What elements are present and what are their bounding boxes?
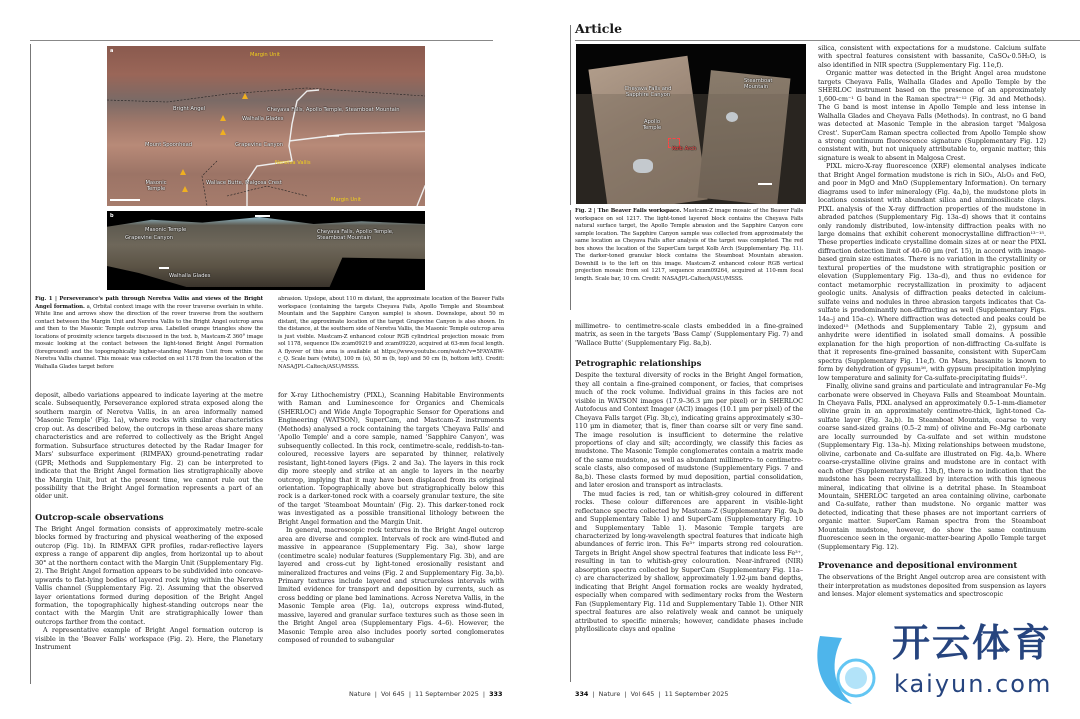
- right-footer: 334 | Nature | Vol 645 | 11 September 2025: [575, 690, 729, 698]
- margin-rule: [570, 320, 571, 682]
- footer-page-number: 334: [575, 690, 589, 698]
- figure-2-caption: [575, 208, 803, 308]
- section-heading-petrographic: Petrographic relationships: [575, 359, 702, 370]
- footer-journal: Nature: [598, 690, 621, 698]
- label-cheyava-sapphire: Cheyava Falls and Sapphire Canyon: [624, 86, 672, 98]
- label-wallace: Wallace Butte, Malgosa Crest: [206, 180, 282, 186]
- footer-page-number: 333: [489, 690, 503, 698]
- scale-bar: [758, 183, 772, 185]
- target-triangle: [180, 169, 186, 175]
- figure-2-caption-title: Fig. 2 | The Beaver Falls workspace.: [575, 208, 682, 214]
- paragraph: A representative example of Bright Angel formation outcrop is visible in the 'Beaver Falls' workspace (Fig. 2). Here, the Planetary Instrument: [35, 626, 263, 652]
- paragraph: Finally, olivine sand grains and particulate and intragranular Fe–Mg carbonate were observed in Cheyava Falls and Steamboat Mountain. In Cheyava Falls, PIXL analysed an approximately 0.5–1-mm-diameter olivine grain in an approximately centimetre-thick, light-toned Ca-sulfate layer (Fig. 3a,b). In Steamboat Mountain, coarse to very coarse sand-sized grains (0.5–2 mm) of olivine and Fe–Mg carbonate are locally surrounded by Ca-sulfate and set within mudstone (Supplementary Fig. 13a–h). Mixing relationships between mudstone, olivine, carbonate and Ca-sulfate are illustrated on Fig. 4a,b. Where coarse-crystalline olivine grains and mudstone are in contact with each other (Supplementary Fig. 13b,f), there is no indication that the mudstone has been recrystallized by interaction with this igneous mineral, indicating that olivine is a detrital phase. In Steamboat Mountain, SHERLOC targeted an area containing olivine, carbonate and Ca-sulfate, rather than mudstone. No organic matter was detected, indicating that these phases are not important carriers of organic matter. SuperCam Raman spectra from the Steamboat Mountain mudstone, however, do show the same continuum fluorescence seen in the organic-matter-bearing Apollo Temple target (Supplementary Fig. 12).: [818, 382, 1046, 551]
- margin-rule: [570, 210, 571, 310]
- figure-2-workspace-mosaic: [576, 44, 806, 204]
- paragraph: In general, macroscopic rock textures in the Bright Angel outcrop area are diverse and complex. Intervals of rock are wind-fluted and massive in appearance (Supplementary Fig. 3a), show large (centimetre scale) nodular features (Supplementary Fig. 3b), and are layered and cross-cut by light-toned erosionally resistant and mineralized fractures and veins (Fig. 2 and Supplementary Fig. 3a,b). Primary textures include layered and structureless intervals with limited evidence for transport and deposition by currents, such as cross bedding or plane bed laminations. Across Neretva Vallis, in the Masonic Temple area (Fig. 1a), outcrops express wind-fluted, massive, layered and granular surface textures such as those seen in the Bright Angel area (Supplementary Figs. 4–6). However, the Masonic Temple area also includes poorly sorted conglomerates composed of rounded to subangular: [278, 526, 504, 645]
- section-heading-outcrop: Outcrop-scale observations: [35, 512, 164, 523]
- paragraph: millimetre- to centimetre-scale clasts embedded in a fine-grained matrix, as seen in the targets 'Bass Camp' (Supplementary Fig. 7) and 'Wallace Butte' (Supplementary Fig. 8a,b).: [575, 322, 803, 347]
- paragraph: PIXL micro-X-ray fluorescence (XRF) elemental analyses indicate that Bright Angel formation mudstone is rich in SiO₂, Al₂O₃ and FeO, and poor in MgO and MnO (Supplementary Information). On ternary diagrams used to infer mineralogy (Fig. 4a,b), the mudstone plots in locations consistent with abundant silica and aluminosilicate clays. PIXL analysis of the X-ray diffraction properties of the mudstone in abraded patches (Supplementary Fig. 13a–d) shows that it contains only randomly distributed, low-intensity diffraction peaks with no large domains that exhibit coherent monocrystalline diffraction¹³⁻¹⁵. These properties indicate crystalline domain sizes at or near the PIXL diffraction detection limit of 40–60 μm (ref. 15), in accord with image-based grain size estimates. There is no variation in the crystallinity or textural properties of the mudstone with stratigraphic position or elevation (Supplementary Fig. 13a–d), and thus no evidence for contact metamorphic recrystallization in proximity to adjacent geologic units. Analysis of diffraction peaks detected in calcium-sulfate veins and nodules in three abrasion targets indicates that Ca-sulfate is predominantly non-diffracting as well (Supplementary Figs. 14a–j and 15a–c). Where diffraction was detected and peaks could be indexed¹⁵ (Methods and Supplementary Table 2), gypsum and anhydrite were identified in isolated small domains. A possible explanation for the high proportion of non-diffracting Ca-sulfate is that it represents fine-grained bassanite, consistent with SuperCam spectra (Supplementary Fig. 11e,f). On Mars, bassanite is known to form by dehydration of gypsum¹⁶, with gypsum precipitation implying low temperature and salinity for Ca-sulfate-precipitating fluids¹⁷.: [818, 162, 1046, 382]
- watermark-cn-text: 开云体育: [892, 621, 1053, 665]
- label-grapevine: Grapevine Canyon: [235, 142, 284, 148]
- panel-b-label: b: [110, 213, 114, 219]
- paragraph: The Bright Angel formation consists of approximately metre-scale blocks formed by fracturing and physical weathering of the exposed outcrop (Fig. 1b). In RIMFAX GPR profiles, radar-reflective layers express a range of apparent dip angles, from horizontal up to about 30° at the northern contact with the Margin Unit (Supplementary Fig. 2). The Bright Angel formation appears to be subdivided into concave-upwards to flat-lying bodies of layered rock lying within the Neretva Vallis channel (Supplementary Fig. 2). Assuming that the observed layer orientations formed during deposition of the Bright Angel formation, the topographically highest-standing outcrops near the contact with the Margin Unit are stratigraphically lower than outcrops farther from the contact.: [35, 524, 263, 626]
- watermark-en-text: kaiyun.com: [894, 670, 1053, 698]
- right-page: [540, 0, 1080, 719]
- pano-label-grapevine: Grapevine Canyon: [125, 235, 174, 241]
- paragraph: for X-ray Lithochemistry (PIXL), Scanning Habitable Environments with Raman and Luminescence for Organics and Chemicals (SHERLOC) and Wide Angle Topographic Sensor for Operations and Engineering (WATSON), SuperCam, and Mastcam-Z instruments (Methods) analysed a rock containing the targets 'Cheyava Falls' and 'Apollo Temple' and a core sample, named 'Sapphire Canyon', was subsequently collected. In this rock, centimetre-scale, reddish-to-tan-coloured, recessive layers are separated by thinner, relatively resistant, light-toned layers (Figs. 2 and 3a). The layers in this rock dip more steeply and strike at an angle to layers in the nearby outcrop, implying that it may have been displaced from its original orientation. Topographically above but stratigraphically below this rock is a darker-toned rock with a coarsely granular texture, the site of the target 'Steamboat Mountain' (Fig. 2). This darker-toned rock was investigated as a possible transitional lithology between the Bright Angel formation and the Margin Unit.: [278, 391, 504, 526]
- target-triangle: [242, 93, 248, 99]
- section-heading-provenance: Provenance and depositional environment: [818, 561, 1018, 572]
- footer-volume: Vol 645: [380, 690, 405, 698]
- figure-1-caption-body: a, Orbital context image with the rover traverse overlain in white. White line and arrows show the direction of the rover traverse from the southern contact between the Margin Unit and Neretva Vallis to the Bright Angel outcrop area and then to the Masonic Temple outcrop area. Labelled orange triangles show the locations of proximity science targets discussed in the text. b, Mastcam-Z 360° image mosaic looking at the contact between the light-toned Bright Angel Formation (foreground) and the topographically higher-standing Margin Unit from within the Neretva Vallis channel. This mosaic was collected on sol 1178 from the location of the Walhalla Glades target before: [35, 303, 263, 370]
- target-triangle: [220, 115, 226, 121]
- figure-1b-panorama: [107, 211, 425, 290]
- left-footer: Nature | Vol 645 | 11 September 2025 | 333: [349, 690, 503, 698]
- paragraph: The mud facies is red, tan or whitish-grey coloured in different rocks. These colour differences are apparent in visible-light reflectance spectra collected by Mastcam-Z (Supplementary Fig. 9a,b and Supplementary Table 1) and SuperCam (Supplementary Fig. 10 and Supplementary Table 1). Masonic Temple targets are characterized by long-wavelength spectral features that indicate high abundances of ferric iron. This Fe³⁺ imparts strong red colouration. Targets in Bright Angel show spectral features that indicate less Fe³⁺, resulting in tan to whitish-grey colouration. Near-infrared (NIR) absorption spectra collected by SuperCam (Supplementary Fig. 11a–c) are characterized by shallow, approximately 1.92-μm band depths, indicating that Bright Angel formation rocks are weakly hydrated, especially when compared with sedimentary rocks from the Western Fan (Supplementary Fig. 11d and Supplementary Table 1). Other NIR spectral features are also relatively weak and cannot be uniquely attributed to specific minerals; however, candidate phases include phyllosilicate clays and opaline: [575, 489, 803, 633]
- figure-1-caption-title: Fig. 1 | Perseverance's path through Neretva Vallis and views of the Bright Angel formation.: [35, 296, 263, 310]
- pano-label-cheyava: Cheyava Falls, Apollo Temple, Steamboat Mountain: [317, 229, 394, 241]
- footer-date: 11 September 2025: [664, 690, 729, 698]
- right-body-col2: [818, 44, 1046, 682]
- margin-rule: [30, 44, 31, 684]
- label-margin-unit-bottom: Margin Unit: [331, 197, 361, 203]
- figure-1-caption-col1: [35, 296, 263, 382]
- label-kolb-arch: Kolb Arch: [672, 146, 697, 152]
- paragraph: Despite the textural diversity of rocks in the Bright Angel formation, they all contain a fine-grained component, or facies, that comprises much of the rock volume. Individual grains in this facies are not visible in WATSON images (17.9–36.3 μm per pixel) or in SHERLOC Autofocus and Context Imager (ACI) images (10.1 μm per pixel) of the Cheyava Falls target (Fig. 3b,c), indicating grains approximately ≤30–110 μm in diameter, that is, finer than coarse silt or very fine sand. The image resolution is insufficient to determine the relative proportions of clay and silt; accordingly, we classify this facies as mudstone. The Masonic Temple conglomerates contain a matrix made of the same mudstone, as well as abundant millimetre- to centimetre-scale clasts, also composed of mudstone (Supplementary Figs. 7 and 8a,b). These clasts formed by mud deposition, partial consolidation, and later erosion and transport as intraclasts.: [575, 371, 803, 490]
- article-header: Article: [575, 21, 623, 36]
- scale-bar-bottom: [159, 267, 169, 269]
- pano-label-masonic: Masonic Temple: [145, 227, 187, 233]
- figure-1-caption-col2: abrasion. Upslope, about 110 m distant, the approximate location of the Beaver Falls workspace (containing the targets Cheyava Falls, Apollo Temple and Steamboat Mountain and the Sapphire Canyon sample) is shown. Downslope, about 50 m distant, the approximate location of the target Grapevine Canyon is also shown. In the distance, at the southern side of Neretva Vallis, the Masonic Temple outcrop area is just visible. Mastcam-Z enhanced colour RGB cylindrical projection mosaic from sol 1178, sequence IDs zcam09219 and zcam09220, acquired at 63-mm focal length. A flyover of this area is available at https://www.youtube.com/watch?v=5FAYABW-c_Q. Scale bars (white), 100 m (a), 50 m (b, top) and 50 cm (b, bottom left). Credit: NASA/JPL-Caltech/ASU/MSSS.: [278, 296, 504, 370]
- label-cheyava: Cheyava Falls, Apollo Temple, Steamboat Mountain: [267, 107, 400, 113]
- steamboat-abrasion-patch: [726, 112, 738, 122]
- label-apollo: Apollo Temple: [642, 119, 662, 131]
- label-margin-unit-top: Margin Unit: [250, 52, 280, 58]
- label-neretva-vallis: Neretva Vallis: [275, 160, 311, 166]
- scale-bar-top: [255, 215, 270, 217]
- figure-2-caption-body: Mastcam-Z image mosaic of the Beaver Falls workspace on sol 1217. The light-toned layered block contains the Cheyava Falls natural surface target, the Apollo Temple abrasion and the Sapphire Canyon core sample location. The Sapphire Canyon sample was collected from approximately the same location as Cheyava Falls after analysis of the target was completed. The red box shows the location of the SuperCam target Kolb Arch (Supplementary Fig. 11). The darker-toned granular block contains the Steamboat Mountain abrasion. Downhill is to the left on this image. Mastcam-Z enhanced colour RGB vertical projection mosaic from sol 1217, sequence zcam09264, acquired at 110-mm focal length. Scale bar, 10 cm. Credit: NASA/JPL-Caltech/ASU/MSSS.: [575, 208, 803, 282]
- paragraph: deposit, albedo variations appeared to indicate layering at the metre scale. Subsequently, Perseverance explored strata exposed along the southern margin of Neretva Vallis, in an area informally named 'Masonic Temple' (Fig. 1a), where rocks with similar characteristics crop out. As described below, the outcrops in these areas share many characteristics and are referred to collectively as the Bright Angel formation. Subsurface structures detected by the Radar Imager for Mars' subsurface experiment (RIMFAX) ground-penetrating radar (GPR; Methods and Supplementary Fig. 2) can be interpreted to indicate that the Bright Angel formation lies stratigraphically above the Margin Unit, but at the present time, we cannot rule out the possibility that the Bright Angel formation represents a part of an older unit.: [35, 391, 263, 501]
- top-rule: [575, 40, 1080, 41]
- pano-label-walhalla: Walhalla Glades: [169, 273, 211, 279]
- target-triangle: [220, 129, 226, 135]
- label-steamboat: Steamboat Mountain: [744, 78, 773, 90]
- scale-bar: [110, 199, 140, 201]
- top-rule: [30, 40, 493, 41]
- left-body-col1: [35, 391, 263, 681]
- figure-1a-orbital-map: [107, 46, 425, 206]
- paragraph: The observations of the Bright Angel outcrop area are consistent with their interpretation as mudstones deposited from suspension as layers and lenses. Major element systematics and spectroscopic: [818, 573, 1046, 599]
- label-walhalla: Walhalla Glades: [242, 116, 284, 122]
- label-masonic-temple: Masonic Temple: [145, 180, 167, 192]
- margin-rule: [570, 25, 571, 205]
- target-triangle: [182, 186, 188, 192]
- label-bright-angel: Bright Angel: [173, 106, 206, 112]
- footer-journal: Nature: [349, 690, 371, 698]
- paragraph: silica, consistent with expectations for a mudstone. Calcium sulfate with spectral features consistent with bassanite, CaSO₄·0.5H₂O, is also identified in NIR spectra (Supplementary Fig. 11e,f).: [818, 44, 1046, 69]
- footer-date: 11 September 2025: [415, 690, 479, 698]
- apollo-abrasion-patch: [633, 159, 653, 173]
- label-mount-spoonhead: Mount Spoonhead: [145, 142, 193, 148]
- paragraph: Organic matter was detected in the Bright Angel area mudstone targets Cheyava Falls, Walhalla Glades and Apollo Temple by the SHERLOC instrument based on the presence of an approximately 1,600-cm⁻¹ G band in the Raman spectra⁹⁻¹² (Fig. 3d and Methods). The G band is most intense in Apollo Temple and less intense in Walhalla Glades and Cheyava Falls (Methods). In contrast, no G band was detected at Masonic Temple in the abrasion target 'Malgosa Crest'. SuperCam Raman spectra collected from Apollo Temple show a strong continuum fluorescence signature (Supplementary Fig. 12) consistent with, but not uniquely attributable to, organic matter; this signature is weak to absent in Malgosa Crest.: [818, 69, 1046, 162]
- left-body-col2: [278, 391, 504, 681]
- right-body-col1: [575, 322, 803, 682]
- panel-a-label: a: [110, 48, 114, 54]
- footer-volume: Vol 645: [630, 690, 655, 698]
